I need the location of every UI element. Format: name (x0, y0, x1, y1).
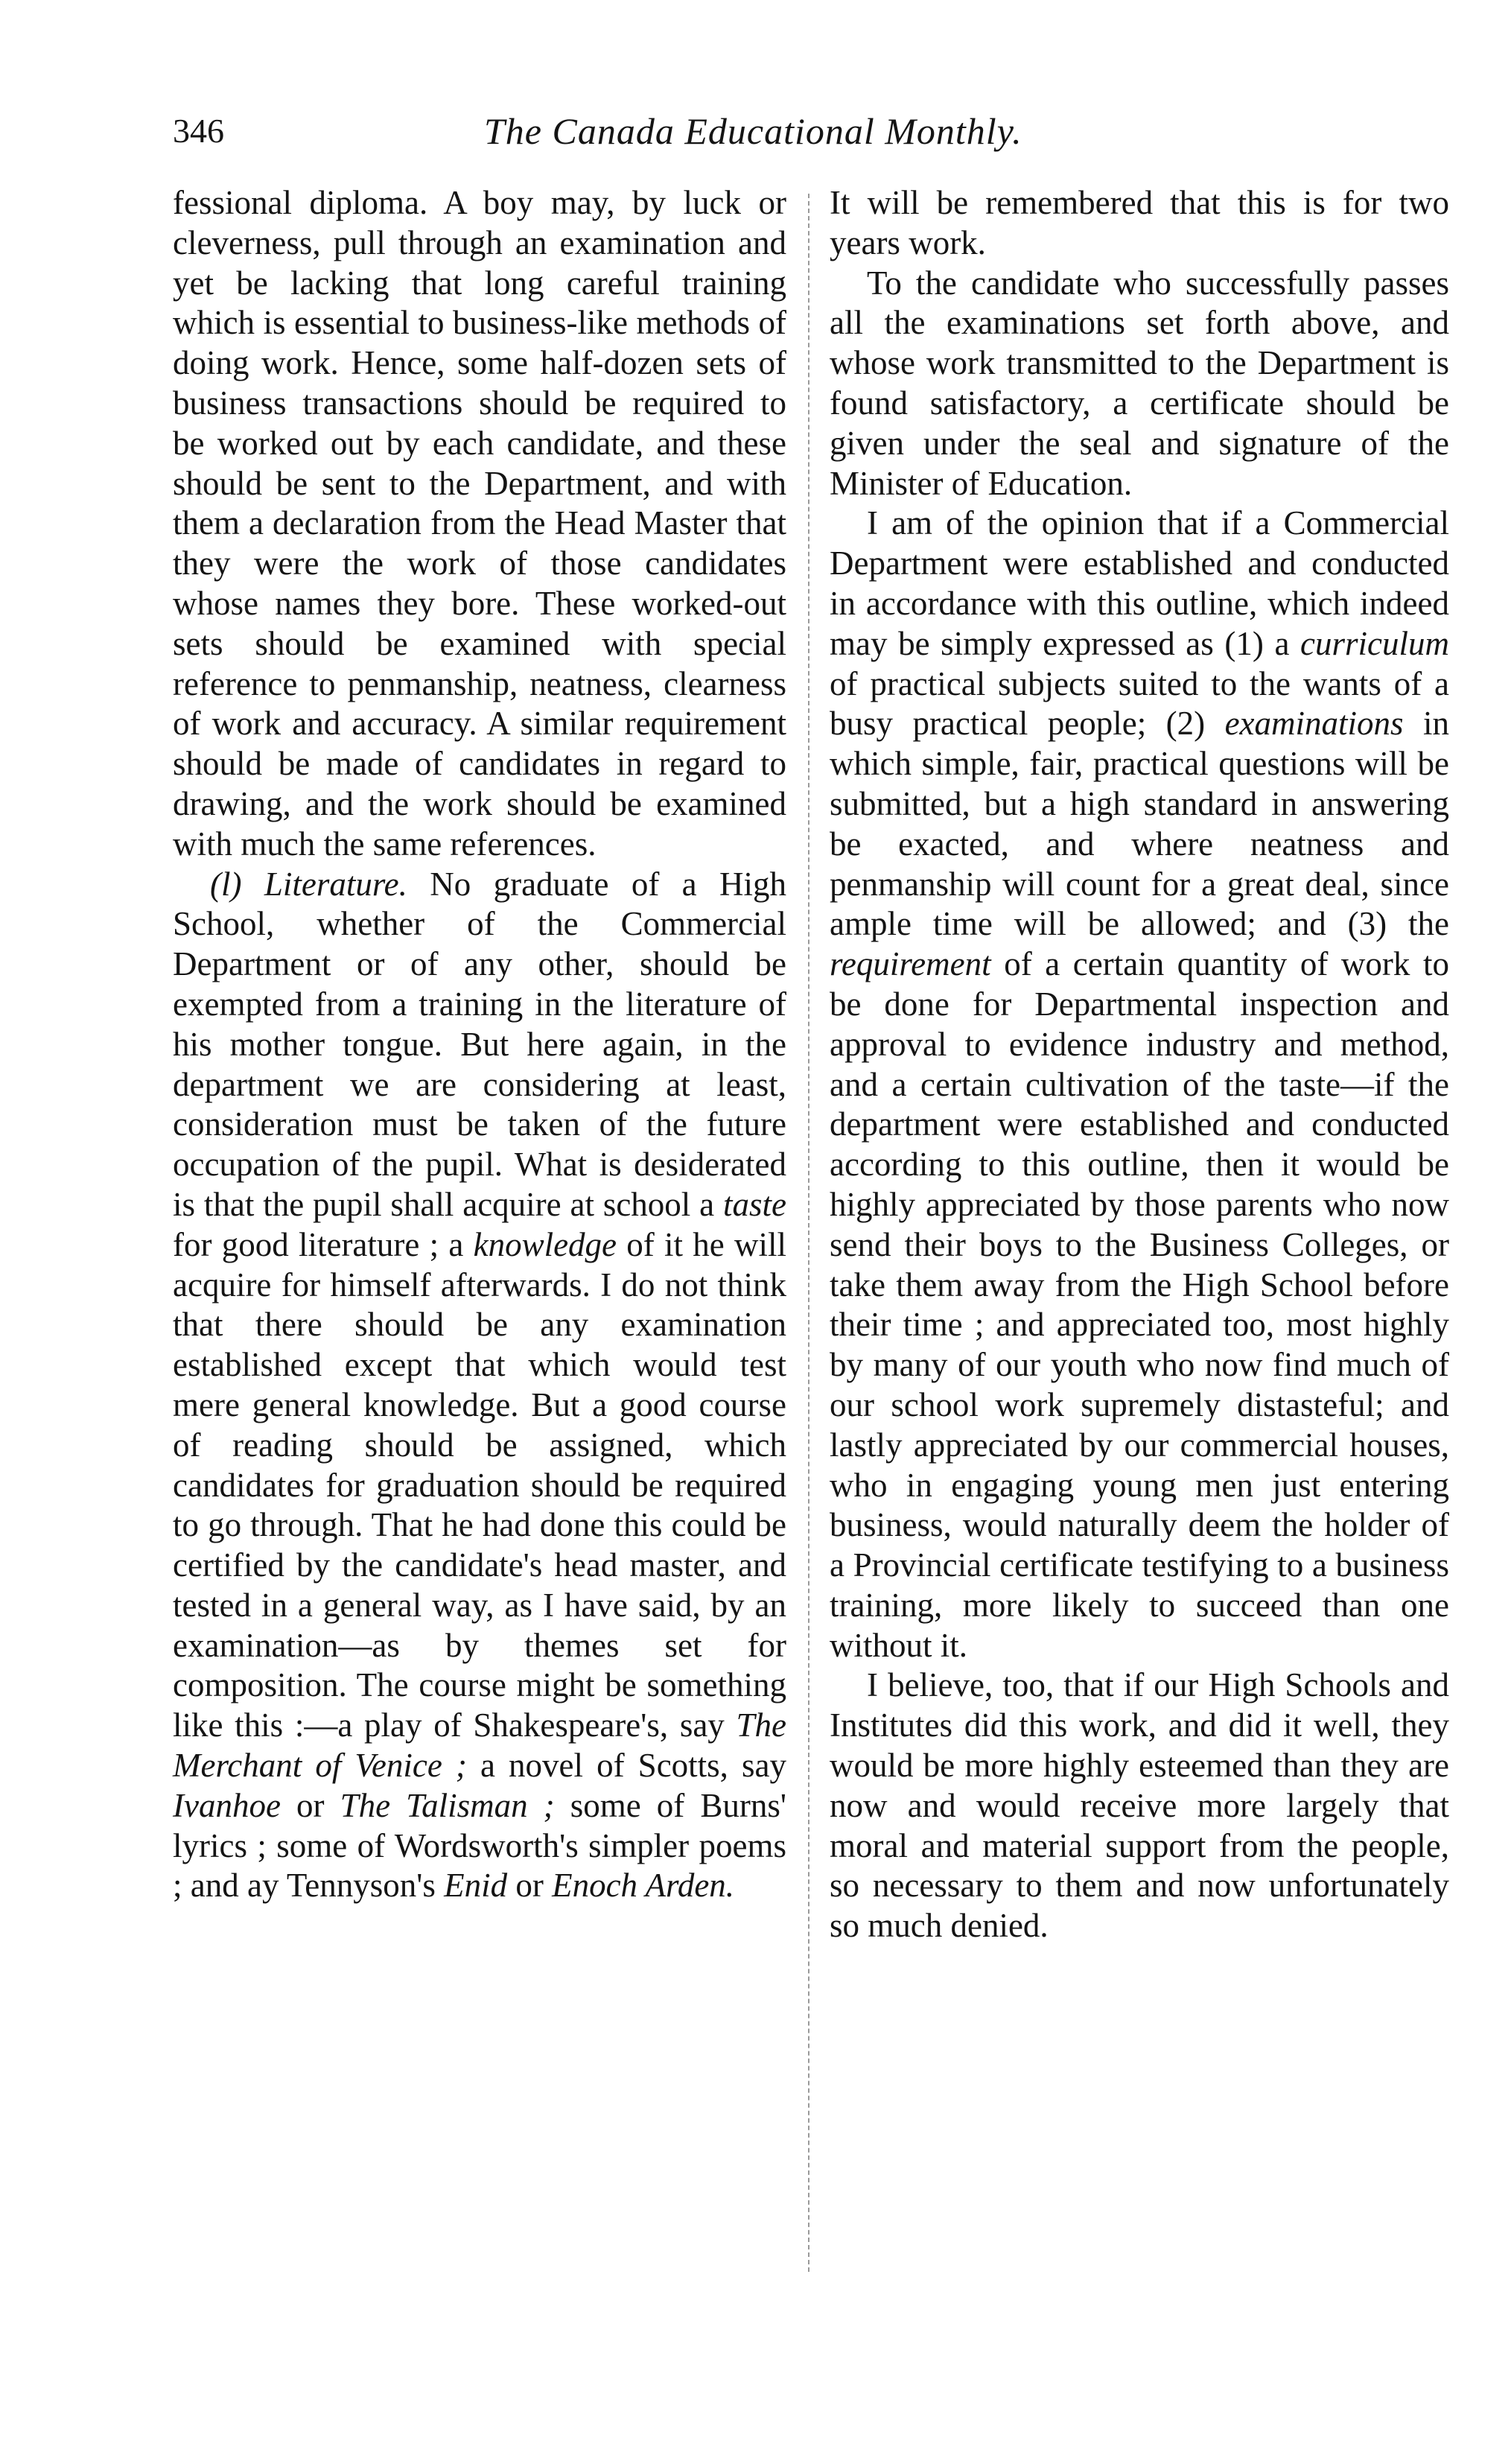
text-run: I am of the opinion that if a Commercial Department were established and conducted in accordance with this outline, which indeed may be simply expressed as (1) a (830, 504, 1449, 662)
text-run: or (280, 1786, 340, 1824)
right-paragraph-2: To the candidate who successfully passes all the examinations set forth above, and whose work transmitted to the Department is found satisfactory, a certificate should be given under the seal and signature of the Minister of Education. (830, 264, 1449, 502)
text-run: of it he will acquire for himself afterwards. I do not think that there should be any examination established except that which would test mere general knowledge. But a good course of reading should be assigned, which candidates for graduation should be required to go through. That he had done this could be certified by the candidate's head master, and tested in a general way, as I have said, by an examination—as by themes set for composition. The course might be something like this :—a play of Shakespeare's, say (173, 1225, 786, 1744)
column-divider (808, 194, 809, 2272)
left-paragraph-literature (173, 865, 786, 1907)
page-number: 346 (173, 112, 224, 150)
left-paragraph-1: fessional diploma. A boy may, by luck or cleverness, pull through an examination and yet be lacking that long careful training which is essential to business-like methods of doing work. Hence, some half-dozen sets of business transactions should be required to be worked out by each candidate, and these should be sent to the Department, and with them a declaration from the Head Master that they were the work of those candidates whose names they bore. These worked-out sets should be examined with special reference to penmanship, neatness, clearness of work and accuracy. A similar requirement should be made of candidates in regard to drawing, and the work should be examined with much the same references. (173, 184, 786, 863)
right-column (830, 183, 1449, 1946)
text-run: some of Burns' lyrics ; some of Wordsworth's simpler poems ; and ay Tennyson's (173, 1786, 786, 1905)
text-run: a novel of Scotts, say (466, 1747, 786, 1785)
right-paragraph-1: It will be remembered that this is for two years work. (830, 184, 1449, 261)
italic-ivanhoe: Ivanhoe (173, 1786, 281, 1824)
italic-merchant-of-venice: The Merchant of Venice ; (173, 1706, 786, 1785)
text-run: for good literature ; a (173, 1225, 474, 1263)
left-column (173, 183, 786, 1906)
right-paragraph-3 (830, 504, 1449, 1666)
italic-enid: Enid (444, 1867, 508, 1905)
right-paragraph-4: I believe, too, that if our High Schools and Institutes did this work, and did it well, they would be more highly esteemed than they are now and would receive more largely that moral and material support from the people, so necessary to them and now unfortunately so much denied. (830, 1666, 1449, 1945)
italic-examinations: examinations (1224, 705, 1404, 743)
italic-curriculum: curriculum (1300, 624, 1449, 662)
text-run: of a certain quantity of work to be done for Departmental inspection and approval to evidence industry and method, and a certain cultivation of the taste—if the department were established and conducted according to this outline, then it would be highly appreciated by those parents who now send their boys to the Business Colleges, or take them away from the High School before their time ; and appreciated too, most highly by many of our youth who now find much of our school work supremely distasteful; and lastly appreciated by our commercial houses, who in engaging young men just entering business, would naturally deem the holder of a Provincial certificate testifying to a business training, more likely to succeed than one without it. (830, 945, 1449, 1664)
running-title: The Canada Educational Monthly. (484, 110, 1022, 152)
text-run: in which simple, fair, practical questions will be submitted, but a high standard in answering be exacted, and where neatness and penmanship will count for a great deal, since ample time will be allowed; and (3) the (830, 705, 1449, 943)
italic-talisman: The Talisman ; (340, 1786, 555, 1824)
italic-knowledge: knowledge (473, 1225, 617, 1263)
literature-heading: (l) Literature. (210, 865, 407, 903)
text-run: or (507, 1867, 553, 1905)
text-run: No graduate of a High School, whether of the Commercial Department or of any other, should be exempted from a training in the literature of his mother tongue. But here again, in the department we are considering at least, consideration must be taken of the future occupation of the pupil. What is desiderated is that the pupil shall acquire at school a (173, 865, 786, 1223)
italic-enoch-arden: Enoch Arden. (552, 1867, 735, 1905)
italic-requirement: requirement (830, 945, 991, 983)
italic-taste: taste (723, 1185, 786, 1223)
text-run: of practical subjects suited to the wants of a busy practical people; (2) (830, 664, 1449, 743)
